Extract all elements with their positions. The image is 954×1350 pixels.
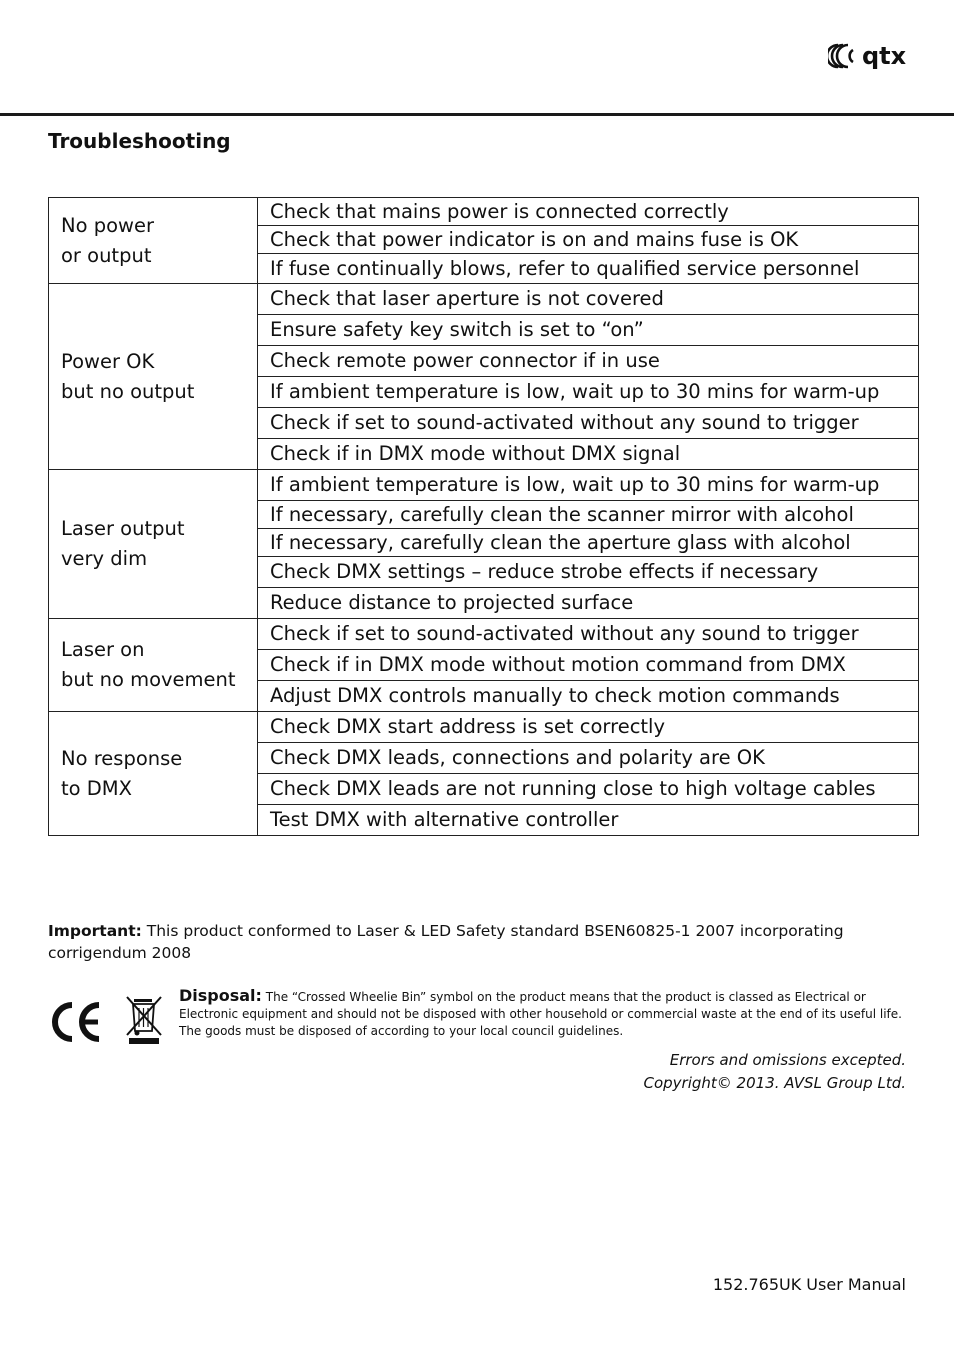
problem-cell (49, 619, 258, 712)
solution-cell: Check DMX leads are not running close to high voltage cables (258, 774, 919, 805)
problem-cell (49, 198, 258, 284)
solution-cell: Check if set to sound-activated without any sound to trigger (258, 619, 919, 650)
solution-cell: Check remote power connector if in use (258, 346, 919, 377)
important-note (48, 920, 908, 964)
disposal-note (179, 987, 909, 1040)
problem-line: but no movement (61, 668, 236, 691)
solution-cell: Check that power indicator is on and mains fuse is OK (258, 226, 919, 254)
qtx-logo (828, 40, 906, 72)
solution-cell: Ensure safety key switch is set to “on” (258, 315, 919, 346)
problem-line: Laser output (61, 517, 185, 540)
troubleshooting-table (48, 197, 919, 836)
solution-cell: Check that laser aperture is not covered (258, 284, 919, 315)
problem-cell (49, 470, 258, 619)
errors-note: Errors and omissions excepted. (669, 1051, 906, 1069)
solution-cell: Test DMX with alternative controller (258, 805, 919, 836)
problem-line: No response (61, 746, 183, 770)
page-title: Troubleshooting (48, 129, 231, 153)
table-row (49, 470, 919, 501)
table-row (49, 712, 919, 743)
problem-line: or output (61, 243, 152, 267)
solution-cell: If fuse continually blows, refer to qualified service personnel (258, 254, 919, 284)
copyright-note: Copyright© 2013. AVSL Group Ltd. (643, 1074, 906, 1092)
problem-cell (49, 712, 258, 836)
problem-line: Power OK (61, 349, 155, 373)
solution-cell: Adjust DMX controls manually to check motion commands (258, 681, 919, 712)
solution-cell: Check if in DMX mode without motion command from DMX (258, 650, 919, 681)
problem-line: but no output (61, 379, 195, 403)
solution-cell: Check DMX settings – reduce strobe effects if necessary (258, 557, 919, 588)
table-row (49, 619, 919, 650)
solution-cell: Check if in DMX mode without DMX signal (258, 439, 919, 470)
crossed-wheelie-bin-icon (125, 995, 163, 1045)
brand-name: qtx (862, 42, 907, 70)
solution-cell: If ambient temperature is low, wait up to 30 mins for warm-up (258, 470, 919, 501)
solution-cell: Check that mains power is connected correctly (258, 198, 919, 226)
disposal-text: The “Crossed Wheelie Bin” symbol on the product means that the product is classed as Electrical or Electronic equipment and should not be disposed with other household or commercial waste at the end of its useful life. The goods must be disposed of according to your local council guidelines. (179, 990, 902, 1038)
important-label: Important: (48, 922, 142, 940)
solution-cell: Check DMX start address is set correctly (258, 712, 919, 743)
header-rule (0, 113, 954, 116)
footer-manual-name: 152.765UK User Manual (712, 1275, 906, 1294)
solution-cell: Check if set to sound-activated without any sound to trigger (258, 408, 919, 439)
table-row (49, 284, 919, 315)
problem-line: Laser on (61, 638, 145, 661)
solution-cell: If necessary, carefully clean the aperture glass with alcohol (258, 529, 919, 557)
solution-cell: If necessary, carefully clean the scanner mirror with alcohol (258, 501, 919, 529)
solution-cell: Reduce distance to projected surface (258, 588, 919, 619)
qtx-logo-icon (828, 41, 860, 71)
problem-line: very dim (61, 547, 148, 570)
problem-cell (49, 284, 258, 470)
table-row (49, 198, 919, 226)
disposal-label: Disposal: (179, 986, 262, 1005)
ce-mark-icon (48, 1000, 106, 1044)
problem-line: No power (61, 213, 154, 237)
solution-cell: Check DMX leads, connections and polarity are OK (258, 743, 919, 774)
problem-line: to DMX (61, 776, 132, 800)
important-text: This product conformed to Laser & LED Safety standard BSEN60825-1 2007 incorporating corrigendum 2008 (48, 922, 844, 962)
solution-cell: If ambient temperature is low, wait up to 30 mins for warm-up (258, 377, 919, 408)
